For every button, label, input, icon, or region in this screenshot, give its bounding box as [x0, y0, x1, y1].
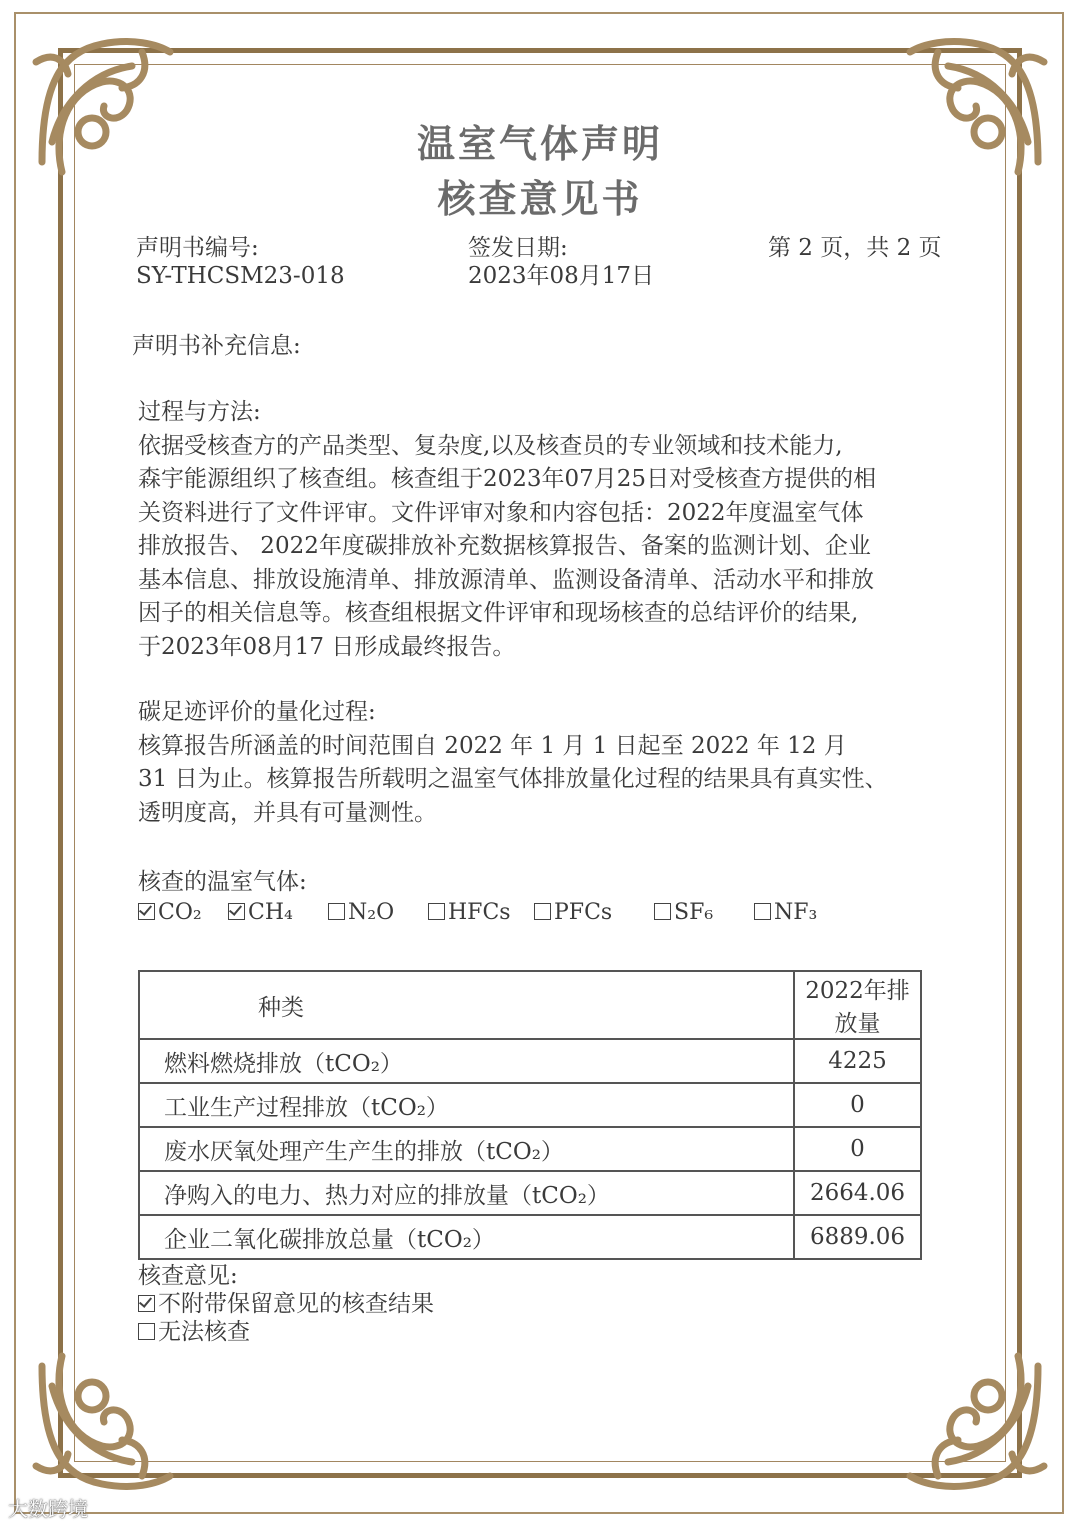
- table-header-category: 种类: [139, 971, 794, 1039]
- document-title: 温室气体声明: [416, 122, 663, 166]
- gas-nf3-checkbox: NF₃: [754, 900, 817, 925]
- date-value: 2023年08月17日: [468, 263, 655, 289]
- page-indicator: 第 2 页，共 2 页: [768, 235, 942, 261]
- checkbox-empty-icon: [138, 1323, 155, 1340]
- process-line: 排放报告、 2022年度碳排放补充数据核算报告、备案的监测计划、企业: [138, 533, 871, 559]
- table-cell-amount: 6889.06: [794, 1215, 921, 1259]
- table-cell-category: 工业生产过程排放（tCO₂）: [139, 1083, 794, 1127]
- table-header-amount: 2022年排放量: [794, 971, 921, 1039]
- checkbox-checked-icon: [138, 1295, 155, 1312]
- table-header-row: [139, 971, 921, 1039]
- process-line: 森宇能源组织了核查组。核查组于2023年07月25日对受核查方提供的相: [138, 466, 877, 492]
- quant-section: [138, 696, 888, 830]
- table-cell-amount: 0: [794, 1127, 921, 1171]
- table-cell-amount: 0: [794, 1083, 921, 1127]
- checkbox-empty-icon: [428, 903, 445, 920]
- quant-heading: 碳足迹评价的量化过程:: [138, 699, 376, 725]
- process-heading: 过程与方法:: [138, 399, 261, 425]
- table-cell-category: 燃料燃烧排放（tCO₂）: [139, 1039, 794, 1083]
- table-row: [139, 1171, 921, 1215]
- checkbox-empty-icon: [328, 903, 345, 920]
- number-value: SY-THCSM23-018: [136, 263, 345, 289]
- gas-co2-checkbox: CO₂: [138, 900, 202, 925]
- process-line: 因子的相关信息等。核查组根据文件评审和现场核查的总结评价的结果,: [138, 600, 859, 626]
- table-row: [139, 1039, 921, 1083]
- gas-pfcs-checkbox: PFCs: [534, 900, 612, 925]
- table-row: [139, 1215, 921, 1259]
- table-row: [139, 1083, 921, 1127]
- gases-heading: 核查的温室气体:: [138, 869, 307, 895]
- watermark: 大数跨境: [8, 1497, 88, 1521]
- process-line: 基本信息、排放设施清单、排放源清单、监测设备清单、活动水平和排放: [138, 566, 874, 593]
- checkbox-empty-icon: [534, 903, 551, 920]
- number-label: 声明书编号:: [136, 235, 259, 261]
- table-cell-category: 企业二氧化碳排放总量（tCO₂）: [139, 1215, 794, 1259]
- table-cell-category: 净购入的电力、热力对应的排放量（tCO₂）: [139, 1171, 794, 1215]
- date-label: 签发日期:: [468, 235, 568, 261]
- corner-ornament-icon: [22, 1346, 182, 1506]
- process-section: [138, 396, 876, 664]
- quant-line: 透明度高，并具有可量测性。: [138, 799, 437, 826]
- corner-ornament-icon: [898, 1346, 1058, 1506]
- opinion-heading: 核查意见:: [138, 1263, 238, 1289]
- emissions-table: [138, 970, 922, 1260]
- table-cell-category: 废水厌氧处理产生产生的排放（tCO₂）: [139, 1127, 794, 1171]
- checkbox-checked-icon: [138, 903, 155, 920]
- document-subtitle: 核查意见书: [437, 177, 643, 221]
- gas-sf6-checkbox: SF₆: [654, 900, 713, 925]
- table-row: [139, 1127, 921, 1171]
- process-line: 于2023年08月17 日形成最终报告。: [138, 633, 516, 660]
- checkbox-empty-icon: [654, 903, 671, 920]
- quant-line: 31 日为止。核算报告所载明之温室气体排放量化过程的结果具有真实性、: [138, 766, 888, 792]
- opinion-section: [138, 1262, 434, 1346]
- opinion-option-qualified: 不附带保留意见的核查结果: [138, 1290, 434, 1318]
- table-cell-amount: 4225: [794, 1039, 921, 1083]
- table-cell-amount: 2664.06: [794, 1171, 921, 1215]
- gas-n2o-checkbox: N₂O: [328, 900, 394, 925]
- gas-hfcs-checkbox: HFCs: [428, 900, 511, 925]
- quant-line: 核算报告所涵盖的时间范围自 2022 年 1 月 1 日起至 2022 年 12 月: [138, 732, 847, 759]
- supplement-heading: 声明书补充信息:: [132, 333, 301, 359]
- gas-ch4-checkbox: CH₄: [228, 900, 293, 925]
- checkbox-checked-icon: [228, 903, 245, 920]
- process-line: 关资料进行了文件评审。文件评审对象和内容包括：2022年度温室气体: [138, 499, 864, 526]
- checkbox-empty-icon: [754, 903, 771, 920]
- process-line: 依据受核查方的产品类型、复杂度,以及核查员的专业领域和技术能力,: [138, 432, 843, 459]
- opinion-option-unable: 无法核查: [138, 1318, 434, 1346]
